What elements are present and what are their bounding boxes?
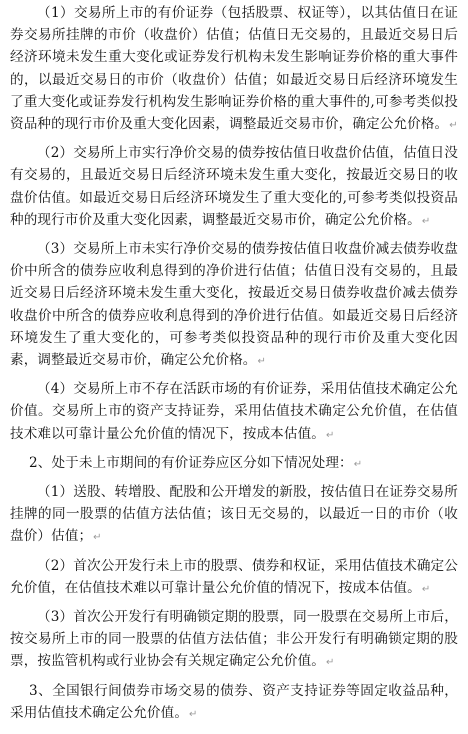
paragraph-mark-icon: ↵ xyxy=(325,657,335,669)
paragraph-mark-icon: ↵ xyxy=(353,458,363,470)
paragraph-1-text: （1）交易所上市的有价证券（包括股票、权证等），以其估值日在证券交易所挂牌的市价（收盘价）估值；估值日无交易的，且最近交易日后经济环境未发生重大变化或证券发行机构未发生影响证券价格的重大事件的，以最近交易日的市价（收盘价）估值；如最近交易日后经济环境发生了重大变化或证券发行机构发生影响证券价格的重大事件的,可参考类似投资品种的现行市价及重大变化因素，调整最近交易市价，确定公允价格。 xyxy=(10,5,458,133)
paragraph-3 xyxy=(10,238,458,373)
paragraph-7-text: （3）首次公开发行有明确锁定期的股票，同一股票在交易所上市后，按交易所上市的同一股票的估值方法估值；非公开发行有明确锁定期的股票，按监管机构或行业协会有关规定确定公允价值。 xyxy=(10,609,458,670)
paragraph-2-text: （2）交易所上市实行净价交易的债券按估值日收盘价估值，估值日没有交易的，且最近交易日后经济环境未发生重大变化，按最近交易日的收盘价估值。如最近交易日后经济环境发生了重大变化的,可参考类似投资品种的现行市价及重大变化因素，调整最近交易市价，确定公允价格。 xyxy=(10,145,458,228)
paragraph-3-text: （3）交易所上市未实行净价交易的债券按估值日收盘价减去债券收盘价中所含的债券应收利息得到的净价进行估值；估值日没有交易的，且最近交易日后经济环境未发生重大变化，按最近交易日债券收盘价减去债券收盘价中所含的债券应收利息得到的净价进行估值。如最近交易日后经济环境发生了重大变化的，可参考类似投资品种的现行市价及重大变化因素，调整最近交易市价，确定公允价格。 xyxy=(10,241,458,369)
paragraph-6 xyxy=(10,555,458,601)
paragraph-section-2-text: 2、处于未上市期间的有价证券应区分如下情况处理： xyxy=(29,454,353,471)
paragraph-mark-icon: ↵ xyxy=(421,583,431,595)
paragraph-mark-icon: ↵ xyxy=(325,429,335,441)
paragraph-5 xyxy=(10,481,458,550)
paragraph-mark-icon: ↵ xyxy=(257,356,266,368)
paragraph-7 xyxy=(10,606,458,675)
paragraph-mark-icon: ↵ xyxy=(93,532,102,544)
paragraph-section-3-text: 3、全国银行间债券市场交易的债券、资产支持证券等固定收益品种，采用估值技术确定公允价值。 xyxy=(10,682,458,721)
paragraph-6-text: （2）首次公开发行未上市的股票、债券和权证，采用估值技术确定公允价值，在估值技术难以可靠计量公允价值的情况下，按成本估值。 xyxy=(10,557,458,596)
paragraph-5-text: （1）送股、转增股、配股和公开增发的新股，按估值日在证券交易所挂牌的同一股票的估值方法估值；该日无交易的，以最近一日的市价（收盘价）估值； xyxy=(10,484,458,545)
paragraph-4-text: （4）交易所上市不存在活跃市场的有价证券，采用估值技术确定公允价值。交易所上市的资产支持证券，采用估值技术确定公允价值，在估值技术难以可靠计量公允价值的情况下，按成本估值。 xyxy=(10,381,458,442)
paragraph-mark-icon: ↵ xyxy=(189,708,198,720)
paragraph-1 xyxy=(10,2,458,137)
paragraph-mark-icon: ↵ xyxy=(421,215,431,227)
paragraph-2 xyxy=(10,142,458,233)
paragraph-mark-icon: ↵ xyxy=(449,120,458,132)
paragraph-section-2 xyxy=(10,452,458,476)
paragraph-section-3 xyxy=(10,680,458,726)
paragraph-4 xyxy=(10,378,458,447)
